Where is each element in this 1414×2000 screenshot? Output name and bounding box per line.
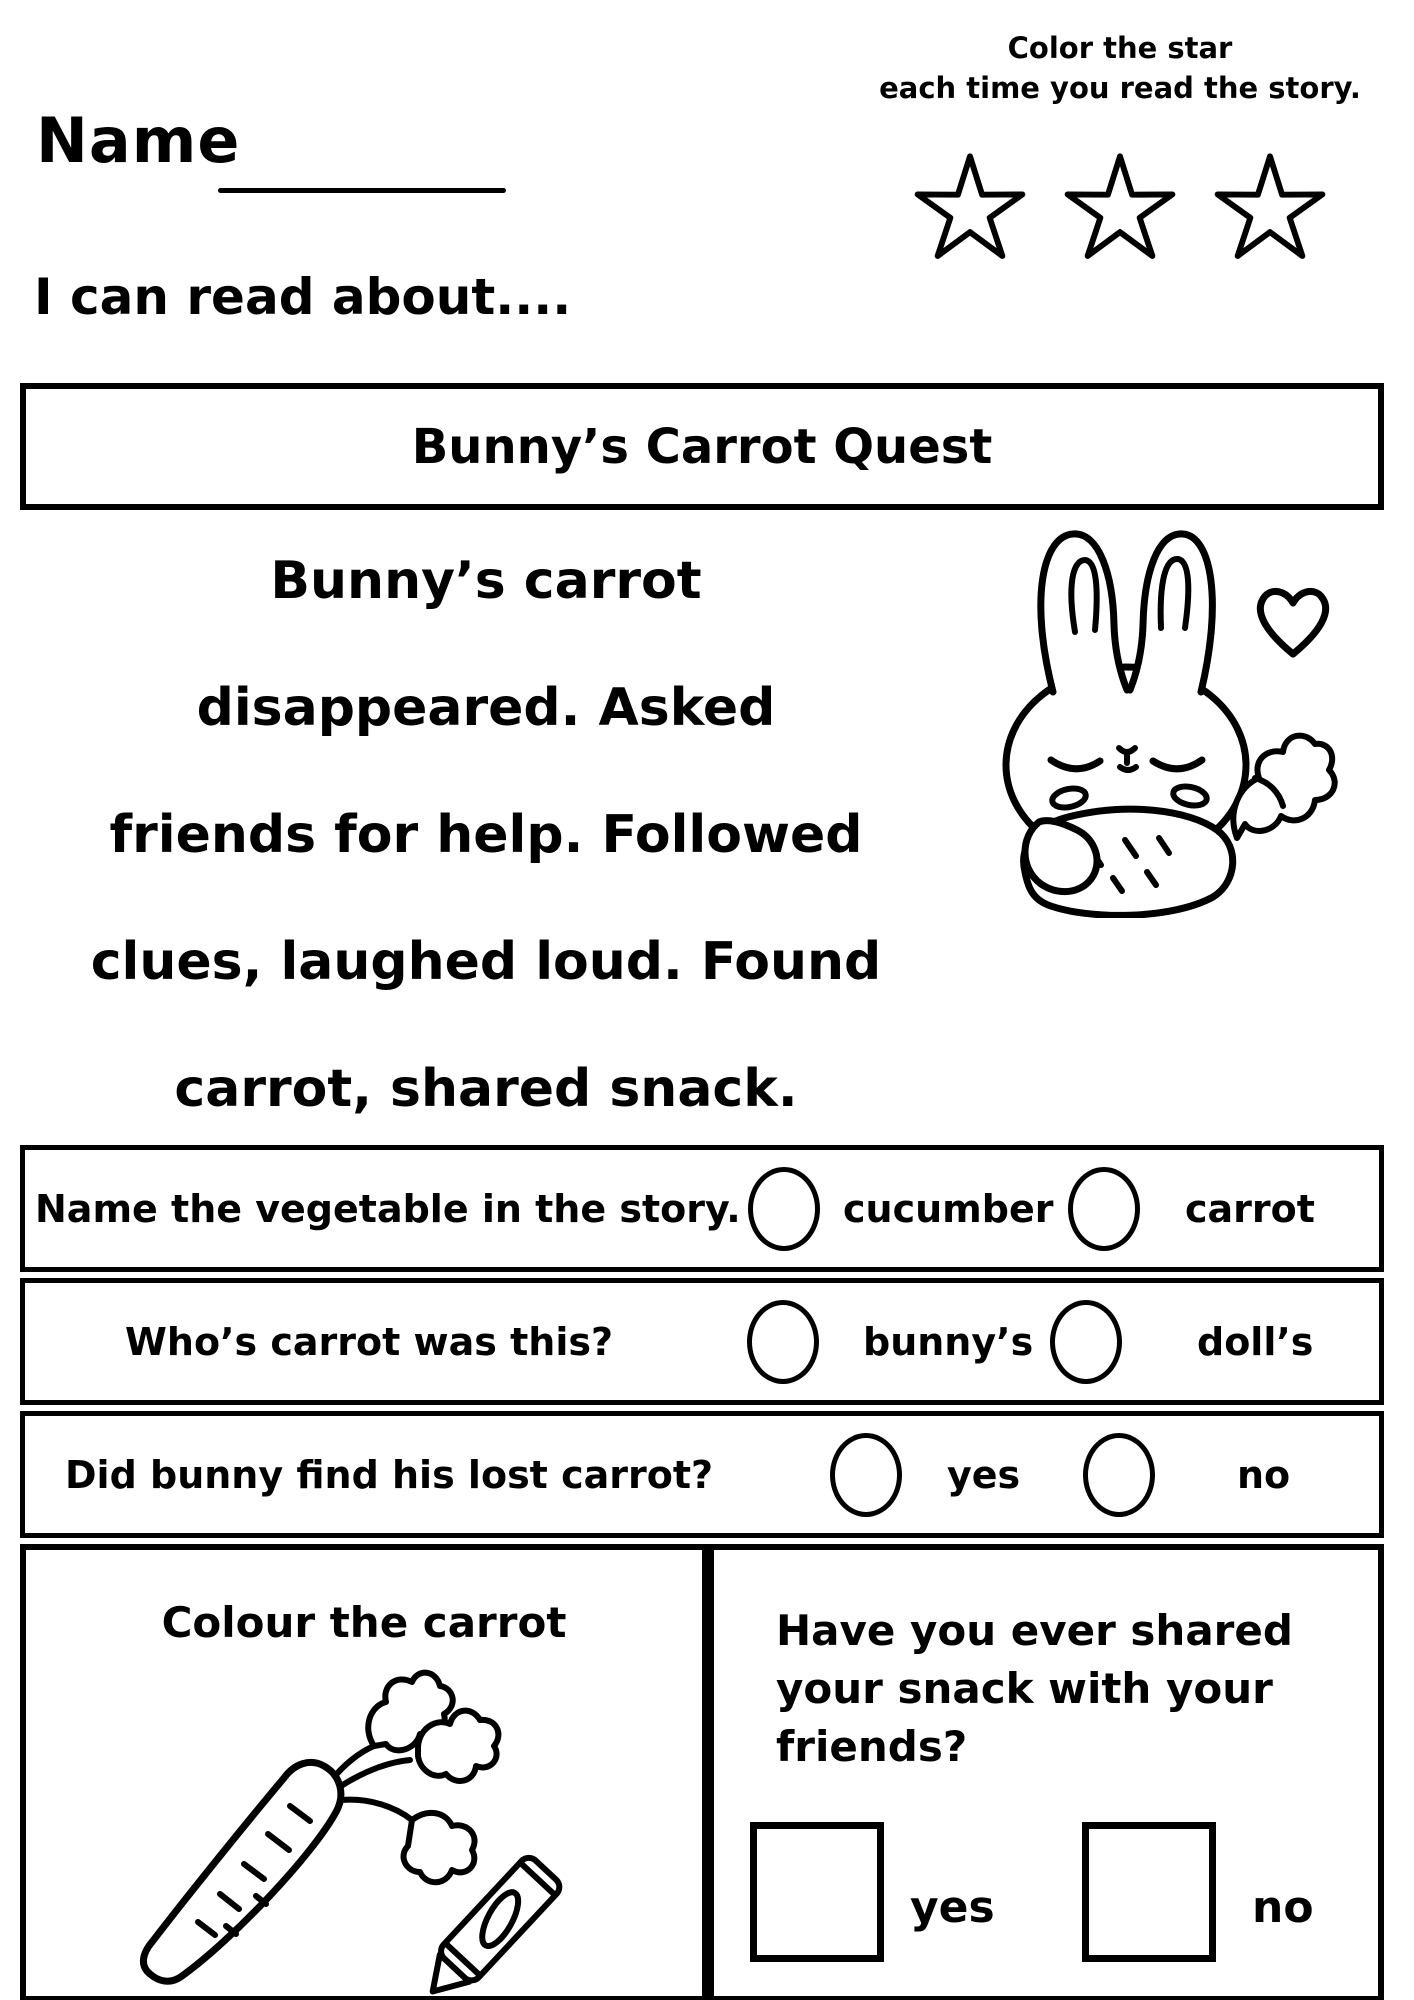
story-title: Bunny’s Carrot Quest <box>411 418 993 475</box>
share-question: Have you ever shared your snack with your friends? <box>776 1606 1293 1771</box>
bunny-illustration <box>993 520 1345 918</box>
crayon-icon <box>394 1812 584 2000</box>
checkbox-yes[interactable] <box>750 1822 884 1962</box>
answer-label: bunny’s <box>863 1319 1034 1364</box>
name-input-line[interactable] <box>218 188 506 193</box>
heart-icon <box>1260 591 1325 654</box>
story-text <box>36 517 936 1152</box>
answer-label: cucumber <box>843 1186 1054 1231</box>
answer-label: carrot <box>1185 1186 1315 1231</box>
story-title-box <box>20 383 1384 510</box>
star-icon[interactable] <box>1061 148 1179 265</box>
story-line: carrot, shared snack. <box>174 1058 798 1119</box>
colour-heading: Colour the carrot <box>161 1598 567 1647</box>
read-heading: I can read about.... <box>34 268 572 326</box>
star-icon[interactable] <box>1211 148 1329 265</box>
story-line: Bunny’s carrot <box>270 550 702 611</box>
answer-bubble-cucumber[interactable] <box>748 1167 820 1251</box>
question-row-2 <box>20 1278 1384 1405</box>
star-instruction-line2: each time you read the story. <box>879 71 1361 105</box>
checkbox-label-yes: yes <box>910 1882 995 1933</box>
answer-label: doll’s <box>1197 1319 1314 1364</box>
question-row-1 <box>20 1145 1384 1272</box>
share-question-panel <box>708 1544 1384 2000</box>
colour-carrot-panel <box>20 1544 708 2000</box>
story-line: friends for help. Followed <box>109 804 863 865</box>
checkbox-label-no: no <box>1252 1882 1314 1933</box>
star-instruction-line1: Color the star <box>1007 31 1233 65</box>
answer-label: yes <box>947 1452 1021 1497</box>
story-line: clues, laughed loud. Found <box>90 931 882 992</box>
answer-bubble-carrot[interactable] <box>1068 1167 1140 1251</box>
star-instruction <box>860 28 1380 108</box>
question-prompt: Did bunny find his lost carrot? <box>65 1452 714 1497</box>
answer-bubble-no[interactable] <box>1083 1433 1155 1517</box>
star-icon[interactable] <box>911 148 1029 265</box>
story-line: disappeared. Asked <box>196 677 776 738</box>
answer-bubble-dolls[interactable] <box>1050 1300 1122 1384</box>
checkbox-no[interactable] <box>1082 1822 1216 1962</box>
question-prompt: Who’s carrot was this? <box>125 1319 614 1364</box>
name-label: Name <box>36 104 241 177</box>
answer-bubble-yes[interactable] <box>830 1433 902 1517</box>
answer-bubble-bunnys[interactable] <box>747 1300 819 1384</box>
answer-label: no <box>1237 1452 1291 1497</box>
question-row-3 <box>20 1411 1384 1538</box>
question-prompt: Name the vegetable in the story. <box>35 1186 741 1231</box>
